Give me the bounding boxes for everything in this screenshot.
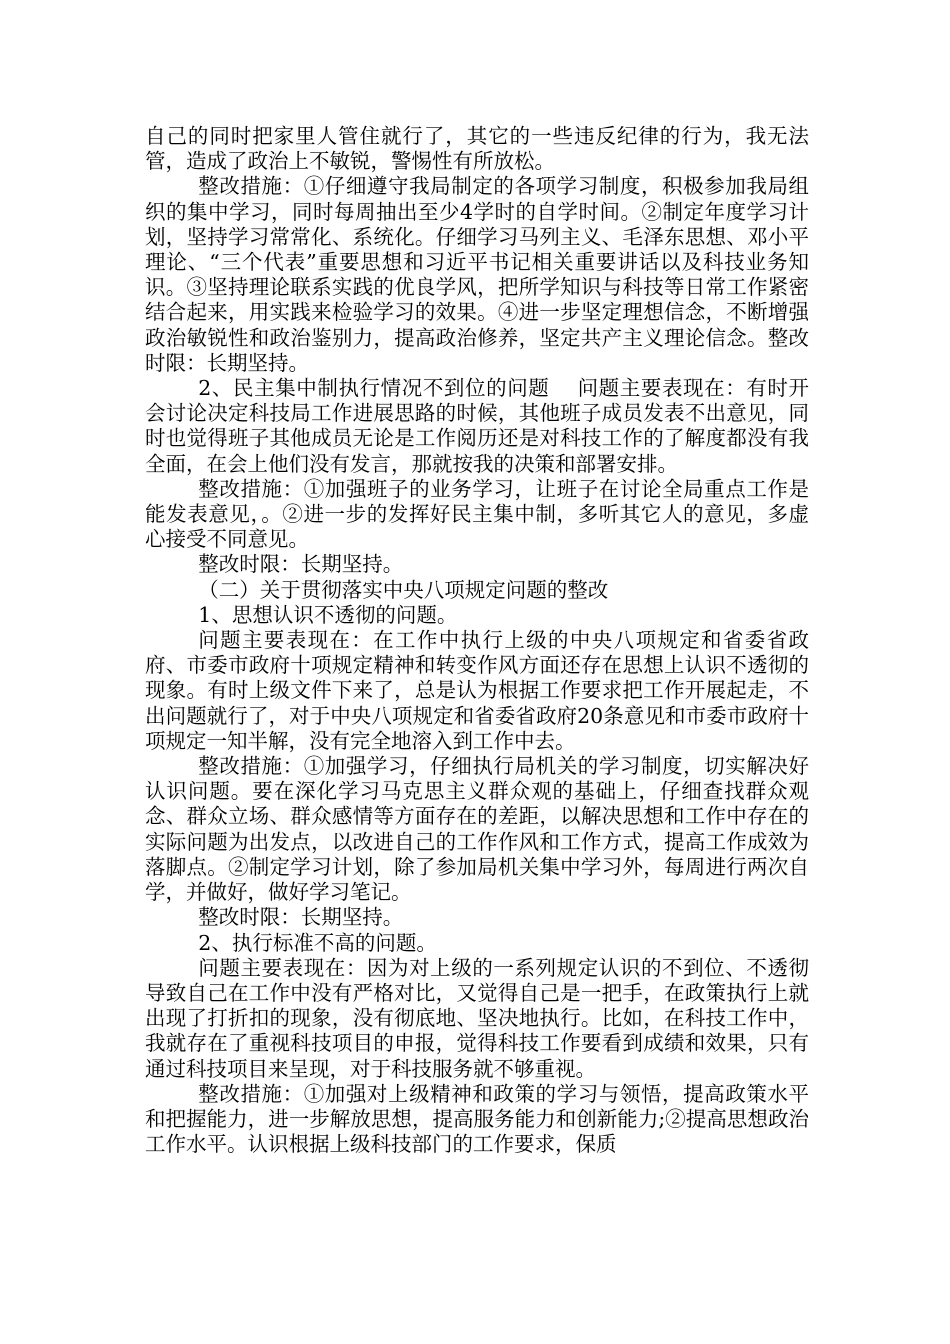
paragraph: 问题主要表现在：在工作中执行上级的中央八项规定和省委省政府、市委市政府十项规定精神和转变作风方面还存在思想上认识不透彻的现象。有时上级文件下来了，总是认为根据工作要求把工作开展起走，不出问题就行了，对于中央八项规定和省委省政府20条意见和市委市政府十项规定一知半解，没有完全地溶入到工作中去。 (145, 628, 809, 753)
paragraph: 整改时限：长期坚持。 (198, 552, 404, 577)
paragraph: 整改措施：①仔细遵守我局制定的各项学习制度，积极参加我局组织的集中学习，同时每周抽出至少4学时的自学时间。②制定年度学习计划，坚持学习常常化、系统化。仔细学习马列主义、毛泽东思想、邓小平理论、“三个代表”重要思想和习近平书记相关重要讲话以及科技业务知识。③坚持理论联系实践的优良学风，把所学知识与科技等日常工作紧密结合起来，用实践来检验学习的效果。④进一步坚定理想信念，不断增强政治敏锐性和政治鉴别力，提高政治修养，坚定共产主义理论信念。整改时限：长期坚持。 (145, 174, 809, 375)
subsection-heading: 1、思想认识不透彻的问题。 (198, 602, 458, 627)
subsection-heading: 2、执行标准不高的问题。 (198, 930, 437, 955)
paragraph: 整改措施：①加强对上级精神和政策的学习与领悟，提高政策水平和把握能力，进一步解放思想，提高服务能力和创新能力;②提高思想政治工作水平。认识根据上级科技部门的工作要求，保质 (145, 1081, 809, 1157)
paragraph: 2、民主集中制执行情况不到位的问题 问题主要表现在：有时开会讨论决定科技局工作进展思路的时候，其他班子成员发表不出意见，同时也觉得班子其他成员无论是工作阅历还是对科技工作的了解度都没有我全面，在会上他们没有发言，那就按我的决策和部署安排。 (145, 376, 809, 476)
paragraph: 问题主要表现在：因为对上级的一系列规定认识的不到位、不透彻导致自己在工作中没有严格对比，又觉得自己是一把手，在政策执行上就出现了打折扣的现象，没有彻底地、坚决地执行。比如，在科技工作中，我就存在了重视科技项目的申报，觉得科技工作要看到成绩和效果，只有通过科技项目来呈现，对于科技服务就不够重视。 (145, 955, 809, 1081)
document-page (145, 124, 809, 1157)
paragraph: 整改措施：①加强学习，仔细执行局机关的学习制度，切实解决好认识问题。要在深化学习马克思主义群众观的基础上，仔细查找群众观念、群众立场、群众感情等方面存在的差距，以解决思想和工作中存在的实际问题为出发点，以改进自己的工作作风和工作方式，提高工作成效为落脚点。②制定学习计划，除了参加局机关集中学习外，每周进行两次自学，并做好，做好学习笔记。 (145, 754, 809, 905)
paragraph: 自己的同时把家里人管住就行了，其它的一些违反纪律的行为，我无法管，造成了政治上不敏锐，警惕性有所放松。 (145, 124, 809, 174)
paragraph: 整改措施：①加强班子的业务学习，让班子在讨论全局重点工作是能发表意见，。②进一步的发挥好民主集中制，多听其它人的意见，多虚心接受不同意见。 (145, 476, 809, 552)
section-heading: （二）关于贯彻落实中央八项规定问题的整改 (198, 577, 609, 602)
paragraph: 整改时限：长期坚持。 (198, 905, 404, 930)
